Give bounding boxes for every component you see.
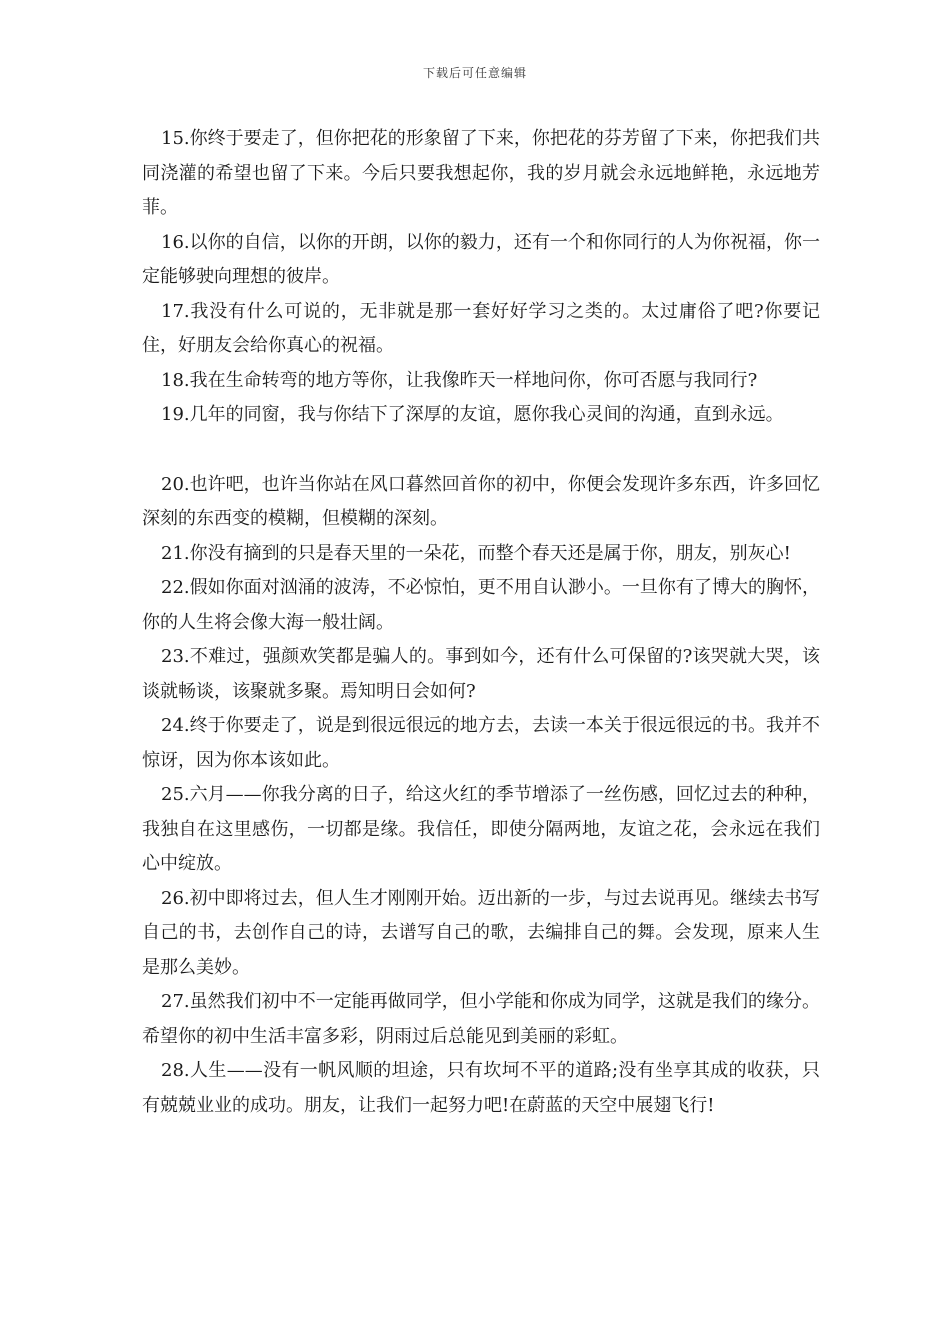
paragraph-24: 24.终于你要走了，说是到很远很远的地方去，去读一本关于很远很远的书。我并不惊讶，因为你本该如此。 bbox=[142, 715, 820, 771]
paragraph-15: 15.你终于要走了，但你把花的形象留了下来，你把花的芬芳留了下来，你把我们共同浇灌的希望也留了下来。今后只要我想起你，我的岁月就会永远地鲜艳，永远地芳菲。 bbox=[142, 128, 820, 218]
paragraph-16: 16.以你的自信，以你的开朗，以你的毅力，还有一个和你同行的人为你祝福，你一定能够驶向理想的彼岸。 bbox=[142, 231, 820, 287]
paragraph-21: 21.你没有摘到的只是春天里的一朵花，而整个春天还是属于你，朋友，别灰心! bbox=[161, 542, 791, 564]
paragraph-23: 23.不难过，强颜欢笑都是骗人的。事到如今，还有什么可保留的?该哭就大哭，该谈就畅谈，该聚就多聚。焉知明日会如何? bbox=[142, 646, 820, 702]
paragraph-27: 27.虽然我们初中不一定能再做同学，但小学能和你成为同学，这就是我们的缘分。希望你的初中生活丰富多彩，阴雨过后总能见到美丽的彩虹。 bbox=[142, 991, 820, 1047]
paragraph-28: 28.人生——没有一帆风顺的坦途，只有坎坷不平的道路;没有坐享其成的收获，只有兢兢业业的成功。朋友，让我们一起努力吧!在蔚蓝的天空中展翅飞行! bbox=[142, 1060, 820, 1116]
paragraph-19: 19.几年的同窗，我与你结下了深厚的友谊，愿你我心灵间的沟通，直到永远。 bbox=[161, 404, 784, 425]
paragraph-26: 26.初中即将过去，但人生才刚刚开始。迈出新的一步，与过去说再见。继续去书写自己的书，去创作自己的诗，去谱写自己的歌，去编排自己的舞。会发现，原来人生是那么美妙。 bbox=[142, 887, 820, 978]
paragraph-25: 25.六月——你我分离的日子，给这火红的季节增添了一丝伤感，回忆过去的种种，我独自在这里感伤，一切都是缘。我信任，即使分隔两地，友谊之花，会永远在我们心中绽放。 bbox=[142, 784, 820, 874]
paragraph-17: 17.我没有什么可说的，无非就是那一套好好学习之类的。太过庸俗了吧?你要记住，好朋友会给你真心的祝福。 bbox=[142, 300, 820, 356]
paragraph-18: 18.我在生命转弯的地方等你，让我像昨天一样地问你，你可否愿与我同行? bbox=[161, 369, 758, 391]
page-header: 下载后可任意编辑 bbox=[422, 66, 527, 80]
document-body bbox=[142, 122, 820, 1123]
paragraph-22: 22.假如你面对汹涌的波涛，不必惊怕，更不用自认渺小。一旦你有了博大的胸怀，你的人生将会像大海一般壮阔。 bbox=[142, 577, 820, 633]
paragraph-20: 20.也许吧，也许当你站在风口暮然回首你的初中，你便会发现许多东西，许多回忆深刻的东西变的模糊，但模糊的深刻。 bbox=[142, 473, 820, 529]
